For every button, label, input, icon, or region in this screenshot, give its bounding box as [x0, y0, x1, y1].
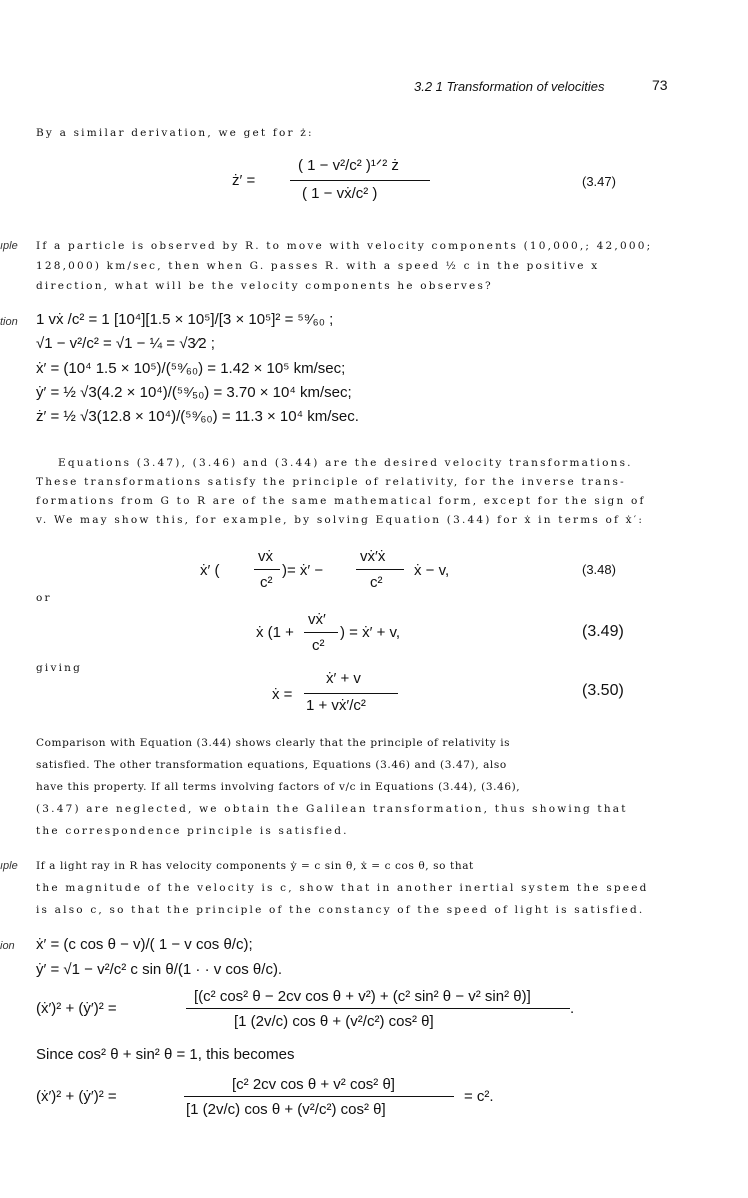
solution-2-line-3-end: .	[570, 1000, 575, 1017]
eq-3-49-frac-bar	[304, 632, 338, 633]
solution-2-line-3-numerator: [(c² cos² θ − 2cv cos θ + v²) + (c² sin² θ − v² sin² θ)]	[194, 988, 531, 1005]
eq-3-48-rhs: ẋ − v,	[414, 562, 450, 579]
paragraph-1-line-1: Equations (3.47), (3.46) and (3.44) are the desired velocity transformations.	[58, 457, 633, 469]
eq-3-50-denominator: 1 + vẋ′/c²	[306, 697, 366, 714]
eq-3-48-frac1-den: c²	[260, 574, 273, 591]
solution-2-line-2: ẏ′ = √1 − v²/c² c sin θ/(1 · · v cos θ/c).	[36, 961, 283, 978]
eq-3-47-lhs: ż′ =	[232, 172, 256, 189]
eq-3-48-lhs: ẋ′ (	[200, 562, 220, 579]
solution-2-line-3-fraction-bar	[186, 1008, 570, 1009]
paragraph-2-line-2: satisfied. The other transformation equations, Equations (3.46) and (3.47), also	[36, 759, 507, 771]
word-giving: giving	[36, 662, 83, 674]
solution-2-line-3-denominator: [1 (2v/c) cos θ + (v²/c²) cos² θ]	[234, 1013, 434, 1030]
solution-2-line-3-lhs: (ẋ′)² + (ẏ′)² =	[36, 1000, 117, 1017]
solution-1-line-4: ẏ′ = ½ √3(4.2 × 10⁴)/(⁵⁹⁄₅₀) = 3.70 × 10⁴ km/sec;	[36, 384, 352, 401]
eq-3-47-fraction-bar	[290, 180, 430, 181]
solution-1-line-1: 1 vẋ /c² = 1 [10⁴][1.5 × 10⁵]/[3 × 10⁵]² = ⁵⁹⁄₆₀ ;	[36, 311, 334, 328]
example-1-line-3: direction, what will be the velocity components he observes?	[36, 280, 493, 292]
paragraph-2-line-4: (3.47) are neglected, we obtain the Galilean transformation, thus showing that	[36, 803, 628, 815]
eq-3-48-mid: )= ẋ′ −	[282, 562, 324, 579]
paragraph-2-line-1: Comparison with Equation (3.44) shows clearly that the principle of relativity is	[36, 737, 511, 749]
eq-3-50-numerator: ẋ′ + v	[326, 670, 361, 687]
eq-3-50-label: (3.50)	[582, 682, 624, 699]
eq-3-50-lhs: ẋ =	[272, 686, 293, 703]
eq-3-49-lhs: ẋ (1 +	[256, 624, 294, 641]
solution-2-line-4: Since cos² θ + sin² θ = 1, this becomes	[36, 1046, 295, 1063]
example-2-line-3: is also c, so that the principle of the constancy of the speed of light is satisfied.	[36, 904, 645, 916]
page-number: 73	[652, 77, 668, 93]
solution-2-line-1: ẋ′ = (c cos θ − v)/( 1 − v cos θ/c);	[36, 936, 253, 953]
solution-1-line-5: ż′ = ½ √3(12.8 × 10⁴)/(⁵⁹⁄₆₀) = 11.3 × 10⁴ km/sec.	[36, 408, 359, 425]
solution-2-line-5-numerator: [c² 2cv cos θ + v² cos² θ]	[232, 1076, 395, 1093]
eq-3-48-frac1-bar	[254, 569, 280, 570]
eq-3-48-label: (3.48)	[582, 562, 616, 577]
word-or: or	[36, 592, 52, 604]
section-header: 3.2 1 Transformation of velocities	[414, 79, 605, 94]
eq-3-47-label: (3.47)	[582, 174, 616, 189]
eq-3-48-frac2-bar	[356, 569, 404, 570]
eq-3-47-denominator: ( 1 − vẋ/c² )	[302, 185, 378, 202]
example-2-line-1: If a light ray in R has velocity components ẏ = c sin θ, ẋ = c cos θ, so that	[36, 860, 474, 872]
solution-1-line-2: √1 − v²/c² = √1 − ¼ = √3⁄2 ;	[36, 335, 215, 352]
solution-1-line-3: ẋ′ = (10⁴ 1.5 × 10⁵)/(⁵⁹⁄₆₀) = 1.42 × 10⁵ km/sec;	[36, 360, 346, 377]
eq-3-49-frac-num: vẋ′	[308, 611, 326, 628]
eq-3-48-frac2-num: vẋ′ẋ	[360, 548, 386, 565]
eq-3-48-frac1-num: vẋ	[258, 548, 273, 565]
eq-3-47-numerator: ( 1 − v²/c² )¹ᐟ² ż	[298, 157, 399, 174]
solution-2-line-5-fraction-bar	[184, 1096, 454, 1097]
solution-2-line-5-end: = c².	[464, 1088, 494, 1105]
example-1-line-1: If a particle is observed by R. to move with velocity components (10,000,; 42,000;	[36, 240, 653, 252]
example-2-margin: ıple	[0, 860, 18, 872]
solution-2-line-5-lhs: (ẋ′)² + (ẏ′)² =	[36, 1088, 117, 1105]
eq-3-48-frac2-den: c²	[370, 574, 383, 591]
paragraph-1-line-4: v. We may show this, for example, by solving Equation (3.44) for ẋ in terms of ẋ′:	[36, 514, 645, 526]
paragraph-2-line-5: the correspondence principle is satisfied.	[36, 825, 349, 837]
paragraph-1-line-2: These transformations satisfy the principle of relativity, for the inverse trans-	[36, 476, 626, 488]
paragraph-1-line-3: formations from G to R are of the same mathematical form, except for the sign of	[36, 495, 646, 507]
solution-1-margin: tion	[0, 316, 18, 328]
solution-2-margin: ion	[0, 940, 15, 952]
example-1-line-2: 128,000) km/sec, then when G. passes R. with a speed ½ c in the positive x	[36, 260, 600, 272]
intro-text: By a similar derivation, we get for ż:	[36, 127, 314, 139]
eq-3-50-fraction-bar	[304, 693, 398, 694]
paragraph-2-line-3: have this property. If all terms involving factors of v/c in Equations (3.44), (3.46),	[36, 781, 521, 793]
example-1-margin: ıple	[0, 240, 18, 252]
eq-3-49-label: (3.49)	[582, 623, 624, 640]
eq-3-49-frac-den: c²	[312, 637, 325, 654]
solution-2-line-5-denominator: [1 (2v/c) cos θ + (v²/c²) cos² θ]	[186, 1101, 386, 1118]
example-2-line-2: the magnitude of the velocity is c, show that in another inertial system the speed	[36, 882, 649, 894]
eq-3-49-rhs: ) = ẋ′ + v,	[340, 624, 401, 641]
